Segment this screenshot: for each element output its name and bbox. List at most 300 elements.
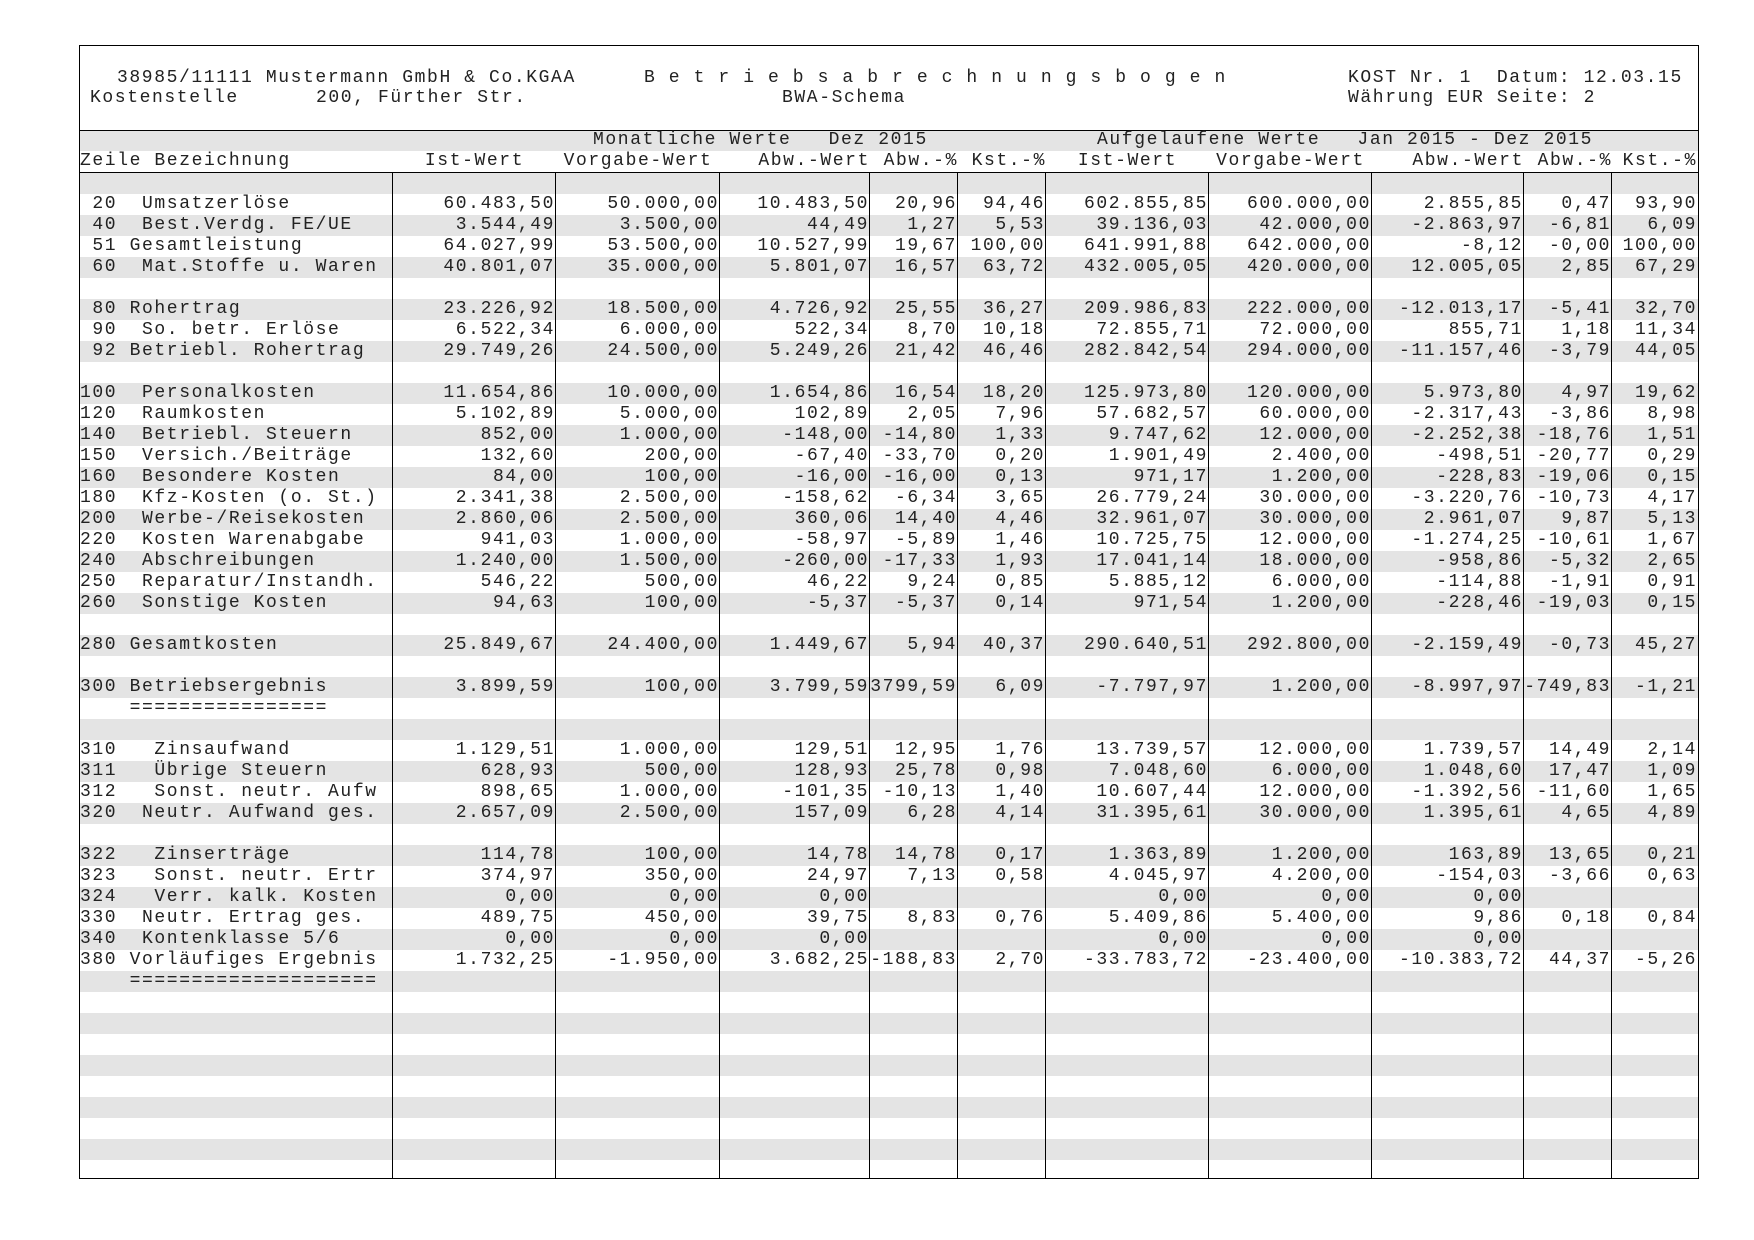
value-cell: 72.000,00 — [1209, 320, 1372, 341]
empty-cell — [1372, 992, 1524, 1013]
report-title: Betriebsabrechnungsbogen — [644, 68, 1240, 88]
empty-cell — [1612, 1097, 1697, 1118]
table-row — [80, 614, 1698, 635]
empty-cell — [1372, 1055, 1524, 1076]
value-cell: 602.855,85 — [1046, 194, 1209, 215]
value-cell: 46,46 — [958, 341, 1046, 362]
value-cell: 1.000,00 — [556, 782, 720, 803]
value-cell — [1372, 173, 1524, 194]
value-cell: 24,97 — [720, 866, 870, 887]
value-cell — [1612, 971, 1697, 992]
value-cell: 5,94 — [870, 635, 958, 656]
value-cell — [1612, 362, 1697, 383]
value-cell: 25.849,67 — [393, 635, 556, 656]
value-cell — [1372, 614, 1524, 635]
period-monthly: Monatliche Werte Dez 2015 — [593, 130, 928, 150]
value-cell — [1046, 656, 1209, 677]
value-cell: 57.682,57 — [1046, 404, 1209, 425]
value-cell: 0,13 — [958, 467, 1046, 488]
value-cell: 1.654,86 — [720, 383, 870, 404]
value-cell: 0,47 — [1524, 194, 1612, 215]
value-cell: 2.961,07 — [1372, 509, 1524, 530]
row-label — [80, 824, 393, 845]
value-cell: 432.005,05 — [1046, 257, 1209, 278]
table-row — [80, 572, 1698, 593]
value-cell: 60.483,50 — [393, 194, 556, 215]
value-cell: 2.400,00 — [1209, 446, 1372, 467]
value-cell: 2.657,09 — [393, 803, 556, 824]
value-cell — [958, 278, 1046, 299]
empty-cell — [556, 1076, 720, 1097]
value-cell — [556, 971, 720, 992]
value-cell: -3,79 — [1524, 341, 1612, 362]
empty-cell — [720, 1034, 870, 1055]
value-cell: 1,27 — [870, 215, 958, 236]
value-cell: 941,03 — [393, 530, 556, 551]
table-row — [80, 908, 1698, 929]
value-cell: 100,00 — [958, 236, 1046, 257]
value-cell: 4.200,00 — [1209, 866, 1372, 887]
empty-cell — [1046, 1055, 1209, 1076]
value-cell — [1524, 278, 1612, 299]
value-cell: 1,18 — [1524, 320, 1612, 341]
empty-cell — [1612, 1013, 1697, 1034]
empty-cell — [720, 992, 870, 1013]
empty-cell — [1524, 992, 1612, 1013]
table-row — [80, 1097, 1698, 1118]
value-cell: 12.000,00 — [1209, 740, 1372, 761]
value-cell: -958,86 — [1372, 551, 1524, 572]
value-cell: 0,00 — [720, 887, 870, 908]
value-cell: 200,00 — [556, 446, 720, 467]
value-cell — [870, 824, 958, 845]
empty-cell — [870, 1139, 958, 1160]
value-cell: 9,87 — [1524, 509, 1612, 530]
value-cell: 10.000,00 — [556, 383, 720, 404]
empty-cell — [393, 1076, 556, 1097]
row-label: 320 Neutr. Aufwand ges. — [80, 803, 393, 824]
value-cell: 2.500,00 — [556, 509, 720, 530]
row-label: 380 Vorläufiges Ergebnis — [80, 950, 393, 971]
value-cell: -1.274,25 — [1372, 530, 1524, 551]
empty-cell — [1372, 1034, 1524, 1055]
value-cell: 0,00 — [556, 887, 720, 908]
value-cell: 5.400,00 — [1209, 908, 1372, 929]
value-cell: -5,37 — [870, 593, 958, 614]
empty-cell — [1046, 1097, 1209, 1118]
value-cell — [1524, 362, 1612, 383]
value-cell: -18,76 — [1524, 425, 1612, 446]
table-row — [80, 719, 1698, 740]
value-cell — [870, 971, 958, 992]
value-cell: 23.226,92 — [393, 299, 556, 320]
value-cell: -2.863,97 — [1372, 215, 1524, 236]
value-cell — [1209, 173, 1372, 194]
value-cell: 19,67 — [870, 236, 958, 257]
value-cell: 50.000,00 — [556, 194, 720, 215]
value-cell: 500,00 — [556, 572, 720, 593]
value-cell: 628,93 — [393, 761, 556, 782]
value-cell: 157,09 — [720, 803, 870, 824]
value-cell: 3.544,49 — [393, 215, 556, 236]
value-cell — [1524, 971, 1612, 992]
value-cell: -20,77 — [1524, 446, 1612, 467]
empty-cell — [1612, 1055, 1697, 1076]
value-cell: 0,85 — [958, 572, 1046, 593]
value-cell: 44,05 — [1634, 341, 1697, 361]
value-cell: 0,00 — [1372, 887, 1524, 908]
value-cell — [1046, 719, 1209, 740]
value-cell: 39.136,03 — [1046, 215, 1209, 236]
value-cell: 0,00 — [393, 929, 556, 950]
value-cell: 3.682,25 — [720, 950, 870, 971]
table-row — [80, 1076, 1698, 1097]
value-cell: 14,40 — [870, 509, 958, 530]
value-cell — [1046, 698, 1209, 719]
value-cell: -17,33 — [870, 551, 958, 572]
value-cell: -6,81 — [1524, 215, 1612, 236]
value-cell: -33,70 — [870, 446, 958, 467]
value-cell: 1.739,57 — [1372, 740, 1524, 761]
value-cell — [1046, 362, 1209, 383]
empty-cell — [870, 1097, 958, 1118]
value-cell: 31.395,61 — [1046, 803, 1209, 824]
table-row — [80, 803, 1698, 824]
value-cell: 2.855,85 — [1372, 194, 1524, 215]
empty-cell — [1372, 1118, 1524, 1139]
empty-cell — [1524, 1139, 1612, 1160]
value-cell: 7.048,60 — [1046, 761, 1209, 782]
value-cell: -0,00 — [1524, 236, 1612, 257]
empty-cell — [958, 1118, 1046, 1139]
empty-cell — [1524, 1034, 1612, 1055]
value-cell: 10.483,50 — [720, 194, 870, 215]
table-row — [80, 1013, 1698, 1034]
empty-cell — [80, 1076, 393, 1097]
value-cell: 4.045,97 — [1046, 866, 1209, 887]
value-cell — [1524, 656, 1612, 677]
value-cell: 546,22 — [393, 572, 556, 593]
value-cell: 11,34 — [1634, 320, 1697, 340]
value-cell: -1,91 — [1524, 572, 1612, 593]
empty-cell — [1046, 992, 1209, 1013]
value-cell: 13,65 — [1524, 845, 1612, 866]
empty-cell — [393, 1013, 556, 1034]
empty-cell — [1612, 1160, 1697, 1178]
value-cell: -10,73 — [1524, 488, 1612, 509]
row-label: 311 Übrige Steuern — [80, 761, 393, 782]
value-cell: -0,73 — [1524, 635, 1612, 656]
report-subtitle: BWA-Schema — [782, 88, 907, 108]
value-cell: 0,00 — [1046, 887, 1209, 908]
value-cell: 1.000,00 — [556, 530, 720, 551]
value-cell: 18,20 — [958, 383, 1046, 404]
value-cell: 0,00 — [556, 929, 720, 950]
empty-cell — [720, 1013, 870, 1034]
value-cell: 128,93 — [720, 761, 870, 782]
value-cell: 11.654,86 — [393, 383, 556, 404]
value-cell: 63,72 — [958, 257, 1046, 278]
value-cell: 1.500,00 — [556, 551, 720, 572]
value-cell — [1209, 614, 1372, 635]
value-cell: 1,51 — [1647, 425, 1697, 445]
value-cell: 2,85 — [1524, 257, 1612, 278]
value-cell: 102,89 — [720, 404, 870, 425]
value-cell: -228,46 — [1372, 593, 1524, 614]
value-cell: 67,29 — [1634, 257, 1697, 277]
empty-cell — [1372, 1013, 1524, 1034]
period-band — [80, 131, 1698, 151]
empty-cell — [1524, 1118, 1612, 1139]
value-cell — [1372, 698, 1524, 719]
value-cell: 12,95 — [870, 740, 958, 761]
empty-cell — [556, 1034, 720, 1055]
value-cell: 14,78 — [870, 845, 958, 866]
value-cell: 36,27 — [958, 299, 1046, 320]
table-row — [80, 299, 1698, 320]
value-cell: -11,60 — [1524, 782, 1612, 803]
value-cell: 12.000,00 — [1209, 425, 1372, 446]
value-cell: -19,06 — [1524, 467, 1612, 488]
value-cell: 93,90 — [1634, 194, 1697, 214]
table-row — [80, 950, 1698, 971]
value-cell: 20,96 — [870, 194, 958, 215]
value-cell — [870, 278, 958, 299]
value-cell — [870, 929, 958, 950]
kost-date-info: KOST Nr. 1 Datum: 12.03.15 — [1348, 68, 1683, 88]
value-cell: 14,78 — [720, 845, 870, 866]
value-cell: -1.950,00 — [556, 950, 720, 971]
table-row — [80, 887, 1698, 908]
value-cell — [958, 173, 1046, 194]
value-cell — [1046, 173, 1209, 194]
value-cell — [556, 719, 720, 740]
value-cell — [1209, 362, 1372, 383]
value-cell: 5,53 — [958, 215, 1046, 236]
value-cell — [556, 656, 720, 677]
row-label: 100 Personalkosten — [80, 383, 393, 404]
value-cell — [870, 719, 958, 740]
value-cell: 852,00 — [393, 425, 556, 446]
row-label — [80, 719, 393, 740]
column-header: Vorgabe-Wert — [563, 151, 713, 171]
value-cell — [1209, 719, 1372, 740]
value-cell: 10.725,75 — [1046, 530, 1209, 551]
empty-cell — [958, 1160, 1046, 1178]
value-cell: 0,00 — [720, 929, 870, 950]
value-cell: 12.005,05 — [1372, 257, 1524, 278]
value-cell: 360,06 — [720, 509, 870, 530]
value-cell: -23.400,00 — [1209, 950, 1372, 971]
row-label: 20 Umsatzerlöse — [80, 194, 393, 215]
value-cell: 40,37 — [958, 635, 1046, 656]
value-cell: 32,70 — [1634, 299, 1697, 319]
column-header-row — [80, 151, 1698, 173]
row-label: 280 Gesamtkosten — [80, 635, 393, 656]
row-label: 160 Besondere Kosten — [80, 467, 393, 488]
currency-page-info: Währung EUR Seite: 2 — [1348, 88, 1597, 108]
table-row — [80, 677, 1698, 698]
value-cell: 44,49 — [720, 215, 870, 236]
table-row — [80, 1160, 1698, 1178]
value-cell: 6.000,00 — [1209, 572, 1372, 593]
value-cell — [958, 719, 1046, 740]
cost-center-label: Kostenstelle — [90, 88, 239, 108]
value-cell: -2.159,49 — [1372, 635, 1524, 656]
value-cell: 0,00 — [1046, 929, 1209, 950]
value-cell — [1209, 971, 1372, 992]
value-cell — [870, 362, 958, 383]
row-label: 92 Betriebl. Rohertrag — [80, 341, 393, 362]
empty-cell — [870, 992, 958, 1013]
value-cell: 0,00 — [393, 887, 556, 908]
empty-cell — [1209, 1013, 1372, 1034]
empty-cell — [1209, 1076, 1372, 1097]
column-header: Abw.-Wert — [758, 151, 870, 171]
value-cell: 222.000,00 — [1209, 299, 1372, 320]
value-cell: 2.500,00 — [556, 803, 720, 824]
value-cell: 1,93 — [958, 551, 1046, 572]
table-row — [80, 824, 1698, 845]
value-cell: 100,00 — [556, 677, 720, 698]
value-cell: 94,63 — [393, 593, 556, 614]
table-row — [80, 383, 1698, 404]
value-cell: 44,37 — [1524, 950, 1612, 971]
column-header: Ist-Wert — [1077, 151, 1178, 171]
value-cell: 0,76 — [958, 908, 1046, 929]
value-cell: 17.041,14 — [1046, 551, 1209, 572]
value-cell: -19,03 — [1524, 593, 1612, 614]
empty-cell — [1046, 1013, 1209, 1034]
value-cell: 100,00 — [556, 467, 720, 488]
empty-cell — [1209, 1118, 1372, 1139]
table-row — [80, 1034, 1698, 1055]
value-cell: 450,00 — [556, 908, 720, 929]
row-label: 150 Versich./Beiträge — [80, 446, 393, 467]
value-cell: 40.801,07 — [393, 257, 556, 278]
value-cell: 94,46 — [958, 194, 1046, 215]
value-cell — [393, 278, 556, 299]
value-cell: 64.027,99 — [393, 236, 556, 257]
value-cell — [393, 824, 556, 845]
value-cell: 100,00 — [1622, 236, 1697, 256]
empty-cell — [556, 1013, 720, 1034]
value-cell — [556, 824, 720, 845]
value-cell: 500,00 — [556, 761, 720, 782]
value-cell: 4.726,92 — [720, 299, 870, 320]
value-cell: 9.747,62 — [1046, 425, 1209, 446]
value-cell: 114,78 — [393, 845, 556, 866]
value-cell — [1046, 971, 1209, 992]
empty-cell — [1209, 1055, 1372, 1076]
value-cell: 39,75 — [720, 908, 870, 929]
empty-cell — [80, 1139, 393, 1160]
value-cell — [393, 971, 556, 992]
empty-cell — [1524, 1076, 1612, 1097]
value-cell: 4,46 — [958, 509, 1046, 530]
empty-cell — [720, 1055, 870, 1076]
value-cell: 30.000,00 — [1209, 509, 1372, 530]
value-cell: 5.801,07 — [720, 257, 870, 278]
value-cell — [870, 698, 958, 719]
row-label: 240 Abschreibungen — [80, 551, 393, 572]
value-cell — [1612, 656, 1697, 677]
empty-cell — [393, 1160, 556, 1178]
value-cell — [870, 614, 958, 635]
empty-cell — [556, 992, 720, 1013]
value-cell: 132,60 — [393, 446, 556, 467]
empty-cell — [80, 1097, 393, 1118]
empty-cell — [870, 1034, 958, 1055]
value-cell: 0,00 — [1209, 929, 1372, 950]
empty-cell — [1046, 1160, 1209, 1178]
value-cell: 10.527,99 — [720, 236, 870, 257]
value-cell — [1372, 719, 1524, 740]
value-cell — [1046, 278, 1209, 299]
empty-cell — [870, 1013, 958, 1034]
report-header — [80, 46, 1698, 131]
value-cell: 30.000,00 — [1209, 803, 1372, 824]
empty-cell — [556, 1160, 720, 1178]
report-sheet — [79, 45, 1699, 1179]
value-cell — [556, 698, 720, 719]
row-label: 312 Sonst. neutr. Aufw — [80, 782, 393, 803]
value-cell: 1,76 — [958, 740, 1046, 761]
value-cell: -10.383,72 — [1372, 950, 1524, 971]
empty-cell — [958, 992, 1046, 1013]
value-cell: -5,32 — [1524, 551, 1612, 572]
value-cell: 100,00 — [556, 593, 720, 614]
empty-cell — [1209, 1139, 1372, 1160]
value-cell — [958, 362, 1046, 383]
value-cell — [393, 698, 556, 719]
value-cell: 600.000,00 — [1209, 194, 1372, 215]
value-cell: 971,54 — [1046, 593, 1209, 614]
empty-cell — [720, 1076, 870, 1097]
value-cell — [1612, 719, 1697, 740]
value-cell: 8,83 — [870, 908, 958, 929]
value-cell: 25,78 — [870, 761, 958, 782]
empty-cell — [1372, 1139, 1524, 1160]
value-cell: 1.901,49 — [1046, 446, 1209, 467]
value-cell — [958, 971, 1046, 992]
value-cell: 7,13 — [870, 866, 958, 887]
row-label — [80, 656, 393, 677]
value-cell: 21,42 — [870, 341, 958, 362]
value-cell: 6,28 — [870, 803, 958, 824]
value-cell: 53.500,00 — [556, 236, 720, 257]
value-cell: 1.048,60 — [1372, 761, 1524, 782]
value-cell: -158,62 — [720, 488, 870, 509]
row-label: ==================== — [80, 971, 393, 992]
column-header: Vorgabe-Wert — [1216, 151, 1365, 171]
value-cell: 3.899,59 — [393, 677, 556, 698]
empty-cell — [393, 1034, 556, 1055]
value-cell: 0,63 — [1647, 866, 1697, 886]
value-cell — [720, 824, 870, 845]
row-label: 180 Kfz-Kosten (o. St.) — [80, 488, 393, 509]
column-header: Kst.-% — [1622, 151, 1697, 171]
empty-cell — [556, 1097, 720, 1118]
value-cell: -260,00 — [720, 551, 870, 572]
row-label: 51 Gesamtleistung — [80, 236, 393, 257]
value-cell: 5.249,26 — [720, 341, 870, 362]
value-cell: 1,09 — [1647, 761, 1697, 781]
empty-cell — [870, 1118, 958, 1139]
value-cell: 489,75 — [393, 908, 556, 929]
value-cell: 5.102,89 — [393, 404, 556, 425]
value-cell — [958, 929, 1046, 950]
